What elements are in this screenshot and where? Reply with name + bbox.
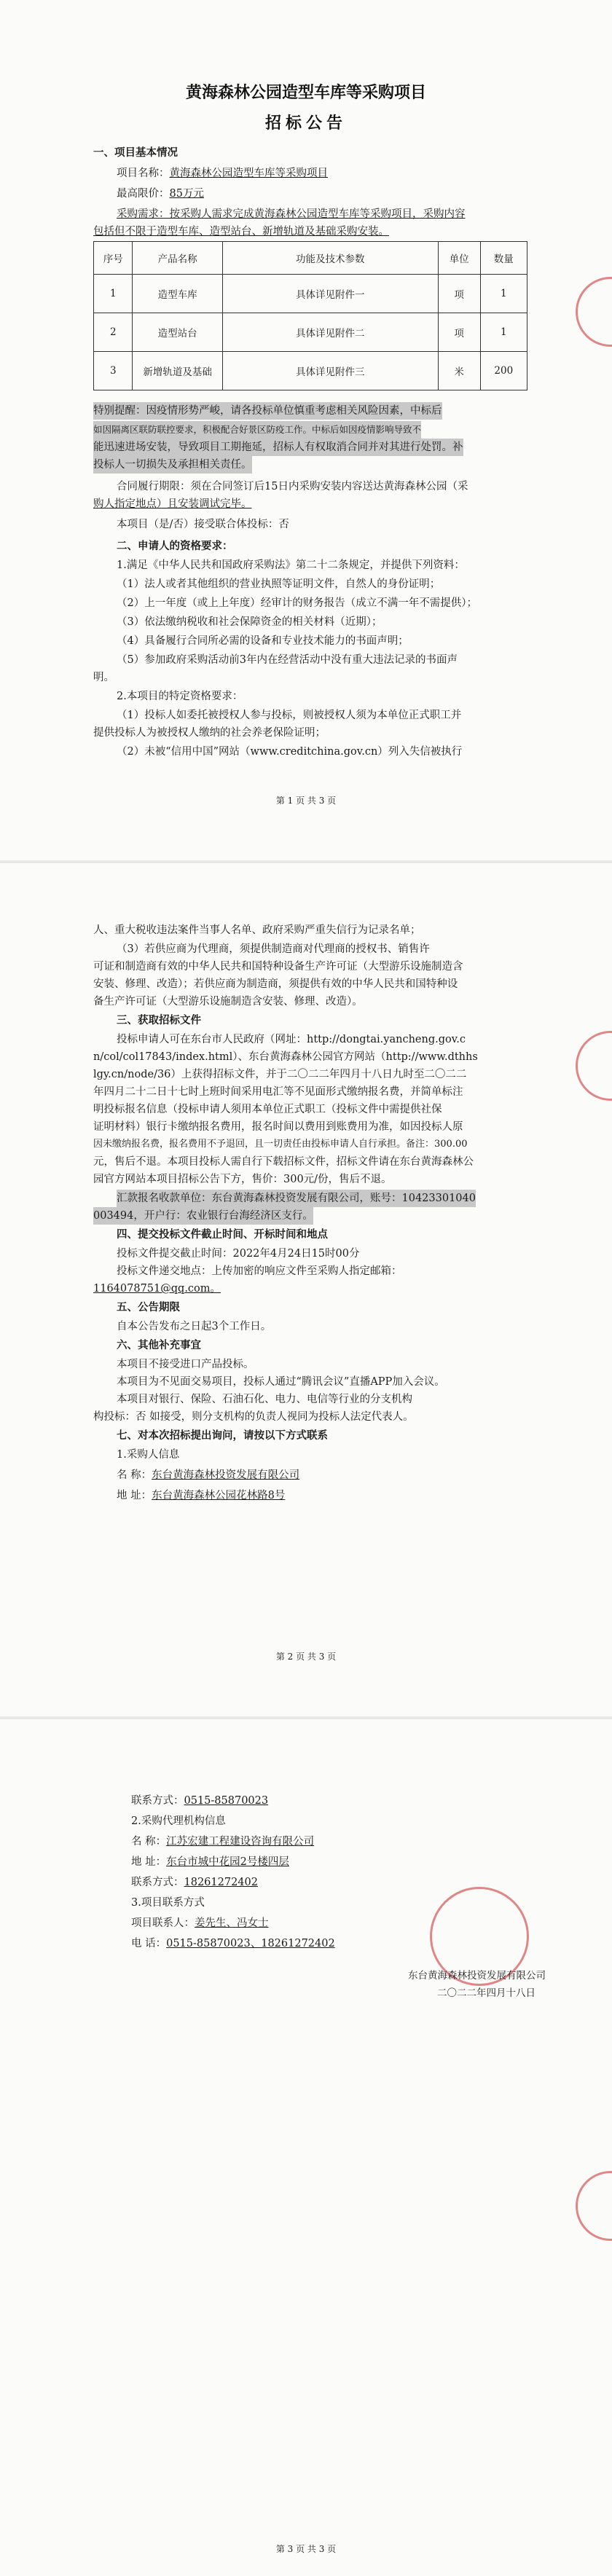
text-line: 构投标：否 如接受，则分支机构的负责人视同为投标人法定代表人。	[93, 1411, 414, 1423]
text-line: （1）投标人如委托被授权人参与投标，则被授权人须为本单位正式职工并	[117, 710, 462, 721]
text-line: 1164078751@qq.com。	[93, 1283, 221, 1295]
text-line: 因未缴纳报名费，报名费用不予退回，且一切责任由投标申请人自行承担。备注：300.00	[93, 1139, 468, 1150]
text-line: lgy.cn/node/36）上获得招标文件，并于二〇二二年四月十八日九时至二〇二二	[93, 1069, 467, 1080]
contact-label: 联系方式：	[131, 1795, 184, 1807]
agency-name-row	[131, 1833, 314, 1850]
page-2	[0, 863, 612, 1716]
budget-value: 85万元	[169, 188, 204, 200]
contact-row	[131, 1792, 268, 1810]
text-line: （3）依法缴纳税收和社会保障资金的相关材料（近期）；	[117, 616, 382, 628]
table-header-cell: 单位	[438, 242, 480, 275]
requirement-line: 采购需求：按采购人需求完成黄海森林公园造型车库等采购项目，采购内容	[117, 208, 466, 220]
document-subtitle: 招标公告	[264, 114, 347, 133]
purchaser-address-value: 东台黄海森林公园花林路8号	[152, 1490, 286, 1501]
text-line: 自本公告发布之日起3个工作日。	[117, 1321, 272, 1332]
purchaser-address-label: 地 址：	[117, 1490, 152, 1501]
agency-address-value: 东台市城中花园2号楼四层	[166, 1856, 289, 1868]
section-heading: 七、对本次招标提出询问，请按以下方式联系	[117, 1429, 328, 1442]
contract-line: 购人指定地点）且安装调试完毕。	[93, 498, 252, 510]
text-line: 可证和制造商有效的中华人民共和国特种设备生产许可证（大型游乐设施制造含	[93, 961, 463, 973]
official-seal-edge	[576, 1031, 612, 1101]
text-line: 证明材料）银行卡缴纳报名费用，报名时间以费用到账费用为准，如因投标人原	[93, 1121, 463, 1133]
page-footer: 第 1 页 共 3 页	[275, 796, 337, 806]
text-line: 明投标报名信息（投标申请人须用本单位正式职工（投标文件中需提供社保	[93, 1104, 442, 1115]
table-cell: 200	[480, 352, 527, 390]
table-cell: 1	[480, 313, 527, 352]
text-line: （4）具备履行合同所必需的设备和专业技术能力的书面声明；	[117, 635, 409, 647]
table-cell: 具体详见附件三	[222, 352, 438, 390]
text-line: （5）参加政府采购活动前3年内在经营活动中没有重大违法记录的书面声	[117, 654, 458, 666]
section-heading: 四、提交投标文件截止时间、开标时间和地点	[117, 1228, 328, 1241]
table-row	[94, 352, 527, 390]
text-line: （2）上一年度（或上上年度）经审计的财务报告（成立不满一年不需提供）；	[117, 597, 477, 609]
official-seal-edge	[576, 277, 612, 347]
project-name-label: 项目名称：	[117, 168, 170, 179]
text-line: 人、重大税收违法案件当事人名单、政府采购严重失信行为记录名单；	[93, 924, 421, 936]
purchaser-name-value: 东台黄海森林投资发展有限公司	[152, 1469, 300, 1481]
phone-value: 0515-85870023、18261272402	[166, 1938, 335, 1949]
section-heading: 3.项目联系方式	[131, 1897, 205, 1909]
section-heading: 六、其他补充事宜	[117, 1339, 201, 1351]
table-cell: 1	[480, 275, 527, 313]
text-line: 2.本项目的特定资格要求：	[117, 691, 243, 702]
table-row	[94, 275, 527, 313]
table-cell: 造型站台	[133, 313, 222, 352]
text-line: 003494，开户行：农业银行台海经济区支行。	[93, 1207, 313, 1225]
section-heading: 2.采购代理机构信息	[131, 1815, 226, 1827]
table-header-cell: 序号	[94, 242, 133, 275]
text-line: 元，售后不退。本项目投标人需自行下载招标文件，招标文件请在东台黄海森林公	[93, 1156, 474, 1168]
table-header-cell: 功能及技术参数	[222, 242, 438, 275]
text-line: 提供投标人为被授权人缴纳的社会养老保险证明；	[93, 727, 326, 739]
agency-name-value: 江苏宏建工程建设咨询有限公司	[166, 1836, 315, 1847]
text-line: 本项目不接受进口产品投标。	[117, 1359, 254, 1370]
contact-value: 0515-85870023	[184, 1795, 269, 1807]
table-header-cell: 数量	[480, 242, 527, 275]
phone-label: 电 话：	[131, 1938, 167, 1949]
project-name-value: 黄海森林公园造型车库等采购项目	[169, 168, 328, 179]
table-cell: 项	[438, 275, 480, 313]
purchaser-name-row	[117, 1466, 299, 1484]
page-footer: 第 3 页 共 3 页	[275, 2544, 337, 2554]
project-name-row	[117, 165, 328, 182]
section-heading: 三、获取招标文件	[117, 1014, 201, 1026]
text-line: 园官方网站本项目招标公告下方，售价：300元/份，售后不退。	[93, 1174, 392, 1185]
section-heading: 五、公告期限	[117, 1301, 180, 1313]
table-row	[94, 313, 527, 352]
table-cell: 具体详见附件二	[222, 313, 438, 352]
text-line: （1）法人或者其他组织的营业执照等证明文件，自然人的身份证明；	[117, 578, 441, 590]
contract-line: 合同履行期限：须在合同签订后15日内采购安装内容送达黄海森林公园（采	[117, 481, 468, 492]
table-cell: 米	[438, 352, 480, 390]
note-line: 能迅速进场安装，导致项目工期拖延，招标人有权取消合同并对其进行处罚。补	[93, 439, 463, 456]
phone-row	[131, 1935, 335, 1952]
project-contact-label: 项目联系人：	[131, 1917, 195, 1929]
table-cell: 2	[94, 313, 133, 352]
budget-row	[117, 185, 204, 203]
text-line: 1.满足《中华人民共和国政府采购法》第二十二条规定，并提供下列资料：	[117, 559, 465, 571]
procurement-table	[93, 241, 527, 390]
table-cell: 项	[438, 313, 480, 352]
agency-address-row	[131, 1853, 289, 1871]
purchaser-address-row	[117, 1487, 285, 1504]
text-line: 安装、修理、改造）；若供应商为制造商，须提供有效的中华人民共和国特种设	[93, 978, 458, 990]
text-line: 投标申请人可在东台市人民政府（网址：http://dongtai.yancheng.gov.c	[117, 1034, 466, 1045]
table-cell: 3	[94, 352, 133, 390]
text-line: 年四月二十二日十七时上班时间采用电汇等不见面形式缴纳报名费，并简单标注	[93, 1086, 463, 1098]
text-line: 1.采购人信息	[117, 1449, 180, 1461]
table-header-cell: 产品名称	[133, 242, 222, 275]
agency-address-label: 地 址：	[131, 1856, 167, 1868]
agency-name-label: 名 称：	[131, 1836, 167, 1847]
page-3	[0, 1719, 612, 2576]
table-cell: 造型车库	[133, 275, 222, 313]
section-heading: 二、申请人的资格要求：	[117, 540, 233, 552]
page-footer: 第 2 页 共 3 页	[275, 1652, 337, 1662]
table-cell: 具体详见附件一	[222, 275, 438, 313]
signer-name: 东台黄海森林投资发展有限公司	[408, 1970, 546, 1982]
agency-contact-label: 联系方式：	[131, 1877, 184, 1888]
table-cell: 1	[94, 275, 133, 313]
agency-contact-value: 18261272402	[184, 1877, 258, 1888]
text-line: 本项目对银行、保险、石油石化、电力、电信等行业的分支机构	[117, 1394, 412, 1405]
table-cell: 新增轨道及基础	[133, 352, 222, 390]
text-line: 备生产许可证（大型游乐设施制造含安装、修理、改造）。	[93, 996, 363, 1008]
text-line: 本项目为不见面交易项目，投标人通过“腾讯会议”直播APP加入会议。	[117, 1376, 445, 1388]
section-heading: 一、项目基本情况	[93, 146, 178, 159]
text-line: 汇款报名收款单位：东台黄海森林投资发展有限公司，账号：10423301040	[117, 1190, 476, 1207]
note-line: 投标人一切损失及承担相关责任。	[93, 456, 252, 474]
page-1	[0, 0, 612, 860]
official-seal-edge	[576, 2171, 612, 2241]
text-line: 投标文件提交截止时间：2022年4月24日15时00分	[117, 1248, 360, 1260]
note-line: 如因隔离区联防联控要求，积极配合好景区防疫工作。中标后如因疫情影响导致不	[93, 421, 421, 439]
project-contact-value: 姜先生、冯女士	[195, 1917, 269, 1929]
project-contact-row	[131, 1915, 269, 1932]
text-line: 明。	[93, 672, 114, 683]
table-header-row	[94, 242, 527, 275]
text-line: （3）若供应商为代理商，须提供制造商对代理商的授权书、销售许	[117, 943, 430, 955]
purchaser-name-label: 名 称：	[117, 1469, 152, 1481]
sign-date: 二〇二二年四月十八日	[437, 1987, 536, 1999]
budget-label: 最高限价：	[117, 188, 170, 200]
agency-contact-row	[131, 1874, 258, 1891]
requirement-line: 包括但不限于造型车库、造型站台、新增轨道及基础采购安装。	[93, 226, 389, 237]
consortium-line: 本项目（是/否）接受联合体投标：否	[117, 519, 289, 530]
text-line: n/col/col17843/index.html）、东台黄海森林公园官方网站（http://www.dthhs	[93, 1051, 478, 1063]
note-line: 特别提醒：因疫情形势严峻，请各投标单位慎重考虑相关风险因素，中标后	[93, 402, 442, 420]
document-title: 黄海森林公园造型车库等采购项目	[185, 83, 426, 102]
text-line: 投标文件递交地点：上传加密的响应文件至采购人指定邮箱：	[117, 1265, 402, 1277]
text-line: （2）未被“信用中国”网站（www.creditchina.gov.cn）列入失信被执行	[117, 746, 463, 758]
